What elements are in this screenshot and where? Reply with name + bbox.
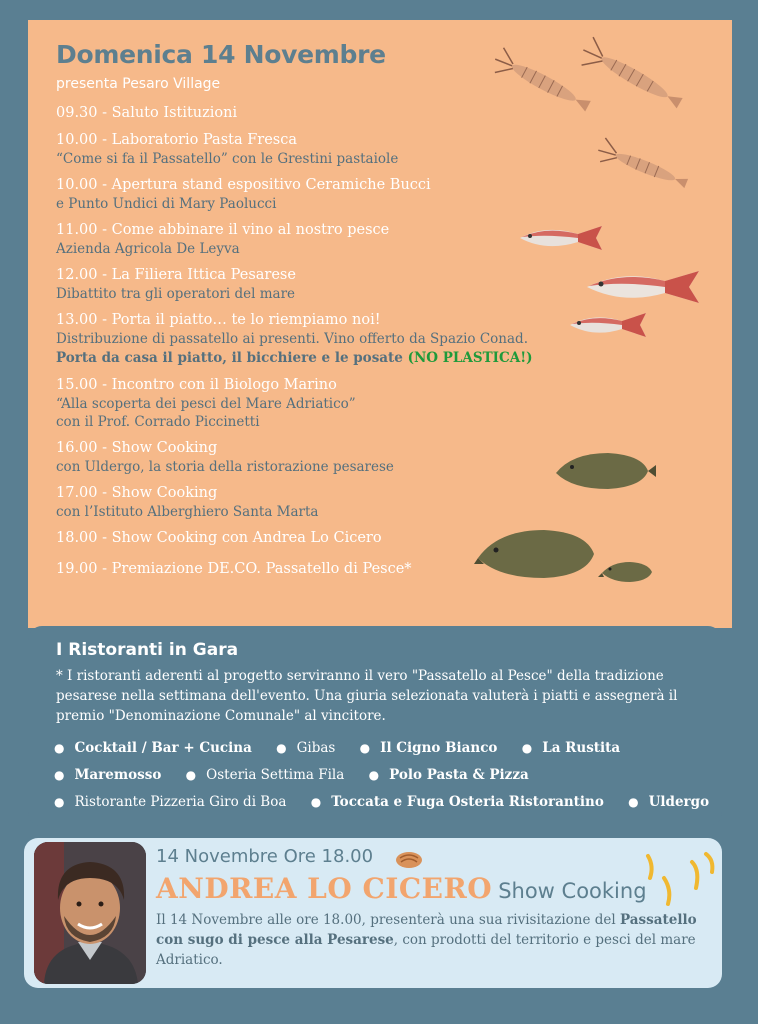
program-item: 15.00 - Incontro con il Biologo Marino “Alla scoperta dei pesci del Mare Adriatico” con il Prof. Corrado Piccinetti [56,377,356,430]
restaurant-item: ● Gibas [276,740,336,756]
program-item: 10.00 - Apertura stand espositivo Ceramiche Bucci e Punto Undici di Mary Paolucci [56,177,431,212]
show-cooking-label: Show Cooking [498,879,647,903]
restaurant-row [54,794,729,810]
restaurant-item: ● Ristorante Pizzeria Giro di Boa [54,794,287,810]
program-item: 17.00 - Show Cooking con l’Istituto Alberghiero Santa Marta [56,485,319,520]
page-subtitle: presenta Pesaro Village [56,76,221,92]
no-plastic-note: (NO PLASTICA!) [407,350,533,366]
feature-panel [24,838,722,988]
program-item: 19.00 - Premiazione DE.CO. Passatello di Pesce* [56,561,412,577]
chef-name: ANDREA LO CICERO [156,872,493,905]
flatfish-illustration [552,445,658,495]
restaurants-panel [28,626,722,826]
program-item: 12.00 - La Filiera Ittica Pesarese Dibattito tra gli operatori del mare [56,267,296,302]
restaurant-item: ● Osteria Settima Fila [185,767,345,783]
restaurants-description: * I ristoranti aderenti al progetto serviranno il vero "Passatello al Pesce" della tradizione pesarese nella settimana dell'evento. Una giuria selezionata valuterà i piatti e assegnerà il premio "Denominazione Comunale" al vincitore. [56,668,678,724]
flatfish-illustration [598,558,658,586]
restaurant-row [54,767,549,783]
program-panel [28,20,732,628]
feature-description: Il 14 Novembre alle ore 18.00, presenterà una sua rivisitazione del Passatello con sugo di pesce alla Pesarese, con prodotti del territorio e pesci del mare Adriatico. [156,912,697,968]
program-item: 18.00 - Show Cooking con Andrea Lo Cicero [56,530,382,546]
passatello-icon [394,848,424,870]
restaurant-row [54,740,640,756]
feature-datetime: 14 Novembre Ore 18.00 [156,846,374,867]
program-item: 16.00 - Show Cooking con Uldergo, la storia della ristorazione pesarese [56,440,394,475]
restaurant-item: ● Maremosso [54,767,162,783]
passatello-strands-icon [634,848,720,908]
red-fish-illustration [583,265,703,311]
red-fish-illustration [516,220,606,256]
red-fish-illustration [566,308,650,342]
restaurant-item: ● Uldergo [628,794,710,810]
restaurants-title: I Ristoranti in Gara [56,640,239,660]
program-item: 09.30 - Saluto Istituzioni [56,105,238,121]
restaurant-item: ● Il Cigno Bianco [359,740,498,756]
program-item: 13.00 - Porta il piatto… te lo riempiamo noi! Distribuzione di passatello ai presenti. Vino offerto da Spazio Conad. Porta da casa il piatto, il bicchiere e le posate (NO PLASTICA!) [56,312,533,366]
mantis-shrimp-illustration [568,34,698,114]
mantis-shrimp-illustration [588,130,698,200]
program-list [56,104,596,587]
program-item: 11.00 - Come abbinare il vino al nostro pesce Azienda Agricola De Leyva [56,222,390,257]
restaurant-item: ● Cocktail / Bar + Cucina [54,740,252,756]
flatfish-illustration [474,520,604,584]
chef-portrait [34,842,146,984]
program-item: 10.00 - Laboratorio Pasta Fresca “Come si fa il Passatello” con le Grestini pastaiole [56,132,399,167]
restaurant-item: ● Polo Pasta & Pizza [368,767,529,783]
restaurant-item: ● La Rustita [521,740,621,756]
page-title: Domenica 14 Novembre [56,40,386,69]
restaurant-item: ● Toccata e Fuga Osteria Ristorantino [310,794,604,810]
